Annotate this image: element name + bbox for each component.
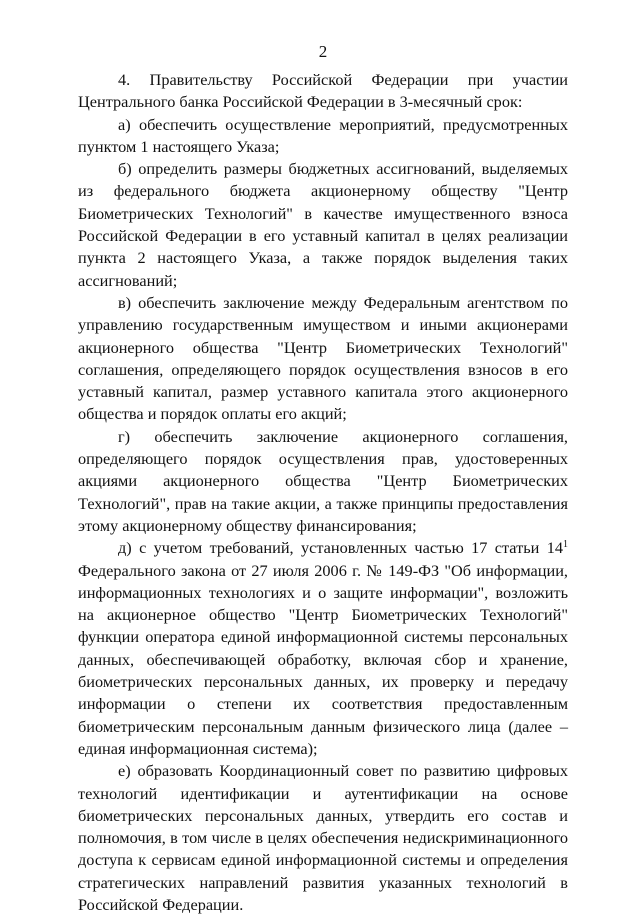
paragraph-g: г) обеспечить заключение акционерного соглашения, определяющего порядок осуществления прав, удостоверенных акциями акционерного общества "Центр Биометрических Технологий", прав на такие акции, а также принципы предоставления этому акционерному обществу финансирования; [78,426,568,535]
article-superscript: 1 [563,539,568,551]
paragraph-d [78,537,568,760]
paragraph-e: е) образовать Координационный совет по развитию цифровых технологий идентификации и аутентификации на основе биометрических персональных данных, утвердить его состав и полномочия, в том числе в целях обеспечения недискриминационного доступа к сервисам единой информационной системы и определения стратегических направлений развития указанных технологий в Российской Федерации. [78,761,568,914]
paragraph-d-text-start: д) с учетом требований, установленных частью 17 статьи 14 [118,538,563,558]
page-number: 2 [318,42,328,61]
paragraph-a: а) обеспечить осуществление мероприятий, предусмотренных пунктом 1 настоящего Указа; [78,114,568,156]
paragraph-b: б) определить размеры бюджетных ассигнований, выделяемых из федерального бюджета акционерному обществу "Центр Биометрических Технологий" в качестве имущественного взноса Российской Федерации в его уставный капитал в целях реализации пункта 2 настоящего Указа, а также порядок выделения таких ассигнований; [78,159,568,290]
paragraph-4-intro: 4. Правительству Российской Федерации при участии Центрального банка Российской Федерации в 3-месячный срок: [78,70,568,112]
paragraph-d-text-end: Федерального закона от 27 июля 2006 г. № 149-ФЗ "Об информации, информационных технологиях и о защите информации", возложить на акционерное общество "Центр Биометрических Технологий" функции оператора единой информационной системы персональных данных, обеспечивающей обработку, включая сбор и хранение, биометрических персональных данных, их проверку и передачу информации о степени их соответствия предоставленным биометрическим персональным данным физического лица (далее – единая информационная система); [78,560,568,758]
document-body [78,69,568,916]
paragraph-v: в) обеспечить заключение между Федеральным агентством по управлению государственным имуществом и иными акционерами акционерного общества "Центр Биометрических Технологий" соглашения, определяющего порядок осуществления взносов в его уставный капитал, размер уставного капитала этого акционерного общества и порядок оплаты его акций; [78,292,568,424]
